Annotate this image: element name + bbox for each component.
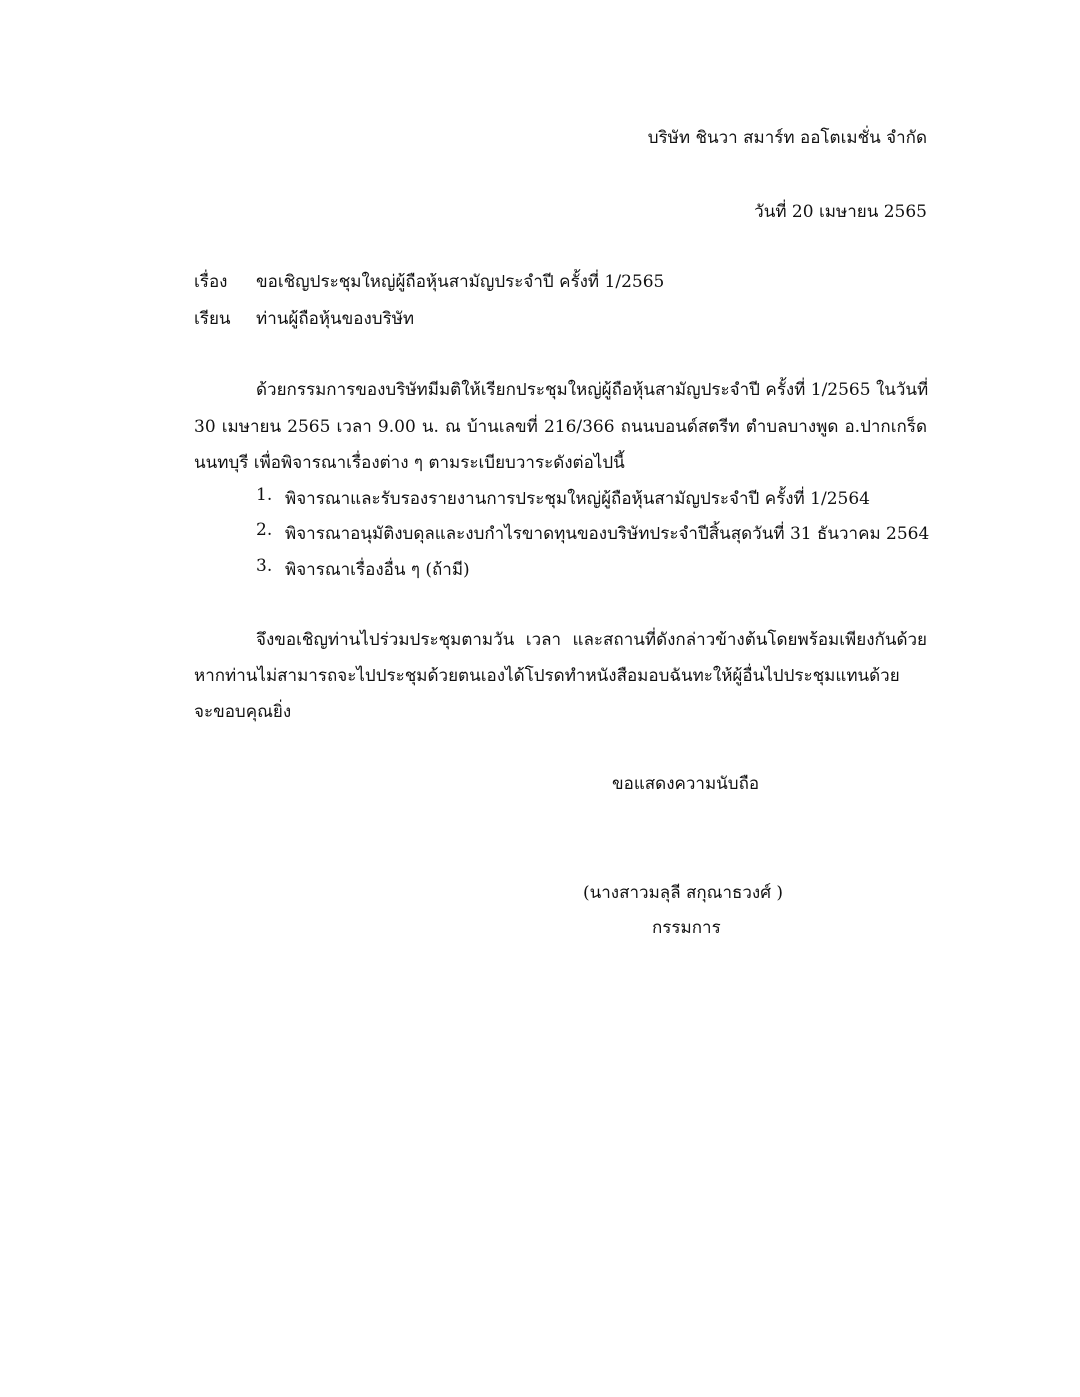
- salutation: ขอแสดงความนับถือ: [612, 774, 760, 794]
- agenda-item-text: พิจารณาเรื่องอื่น ๆ (ถ้ามี): [285, 560, 470, 580]
- addressee-label: เรียน: [194, 309, 231, 329]
- letter-date: วันที่ 20 เมษายน 2565: [754, 202, 927, 222]
- subject-text: ขอเชิญประชุมใหญ่ผู้ถือหุ้นสามัญประจำปี ครั้งที่ 1/2565: [256, 272, 665, 292]
- agenda-item-number: 3.: [256, 556, 273, 576]
- signer-position: กรรมการ: [652, 918, 721, 938]
- intro-line-2: 30 เมษายน 2565 เวลา 9.00 น. ณ บ้านเลขที่ 216/366 ถนนบอนด์สตรีท ตำบลบางพูด อ.ปากเกร็ด: [194, 417, 927, 437]
- agenda-item-text: พิจารณาและรับรองรายงานการประชุมใหญ่ผู้ถือหุ้นสามัญประจำปี ครั้งที่ 1/2564: [285, 489, 870, 509]
- company-name: บริษัท ชินวา สมาร์ท ออโตเมชั่น จำกัด: [647, 128, 927, 148]
- closing-line-3: จะขอบคุณยิ่ง: [194, 702, 292, 722]
- closing-line-1: จึงขอเชิญท่านไปร่วมประชุมตามวัน เวลา และสถานที่ดังกล่าวข้างต้นโดยพร้อมเพียงกันด้วย: [256, 630, 927, 650]
- agenda-item-text: พิจารณาอนุมัติงบดุลและงบกำไรขาดทุนของบริษัทประจำปีสิ้นสุดวันที่ 31 ธันวาคม 2564: [285, 524, 930, 544]
- closing-line-2: หากท่านไม่สามารถจะไปประชุมด้วยตนเองได้โปรดทำหนังสือมอบฉันทะให้ผู้อื่นไปประชุมแทนด้วย: [194, 666, 900, 686]
- signer-name: (นางสาวมลุลี สกุณาธวงศ์ ): [583, 883, 784, 903]
- intro-line-1: ด้วยกรรมการของบริษัทมีมติให้เรียกประชุมใหญ่ผู้ถือหุ้นสามัญประจำปี ครั้งที่ 1/2565 ในวันที่: [256, 380, 929, 400]
- addressee-text: ท่านผู้ถือหุ้นของบริษัท: [256, 309, 415, 329]
- subject-label: เรื่อง: [194, 272, 228, 292]
- agenda-item-number: 1.: [256, 485, 273, 505]
- agenda-item-number: 2.: [256, 520, 273, 540]
- intro-line-3: นนทบุรี เพื่อพิจารณาเรื่องต่าง ๆ ตามระเบียบวาระดังต่อไปนี้: [194, 453, 625, 473]
